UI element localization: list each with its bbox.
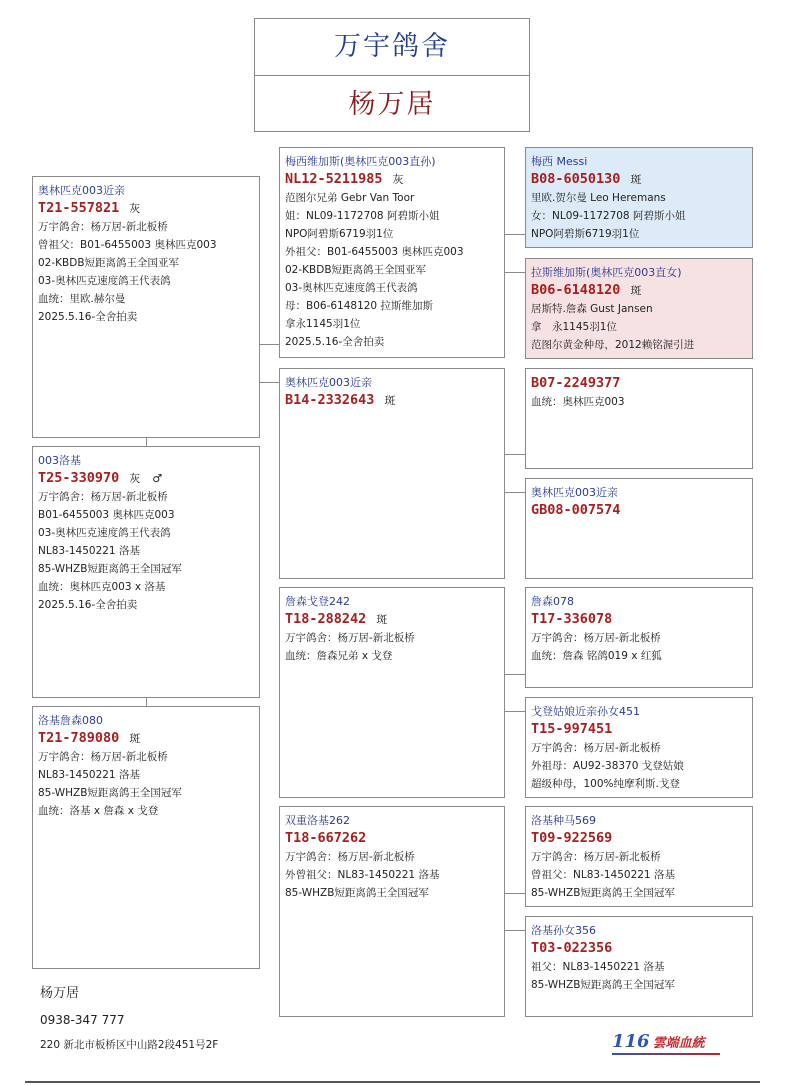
- card-info-line: 万宇鸽舍：杨万居-新北板桥: [38, 491, 168, 503]
- ring-line: [531, 720, 752, 739]
- card-info-line: 范图尔兄弟 Gebr Van Toor: [285, 192, 415, 204]
- ring-number: B08-6050130: [531, 171, 621, 187]
- ring-line: [531, 829, 752, 848]
- card-info-line: 居斯特.詹森 Gust Jansen: [531, 303, 653, 315]
- card-info-line: 2025.5.16-全舍拍卖: [38, 599, 138, 611]
- card-info-line: 范图尔黄金种母，2012赖铭渥引进: [531, 339, 695, 351]
- card-info-line: 血统：里欧.赫尔曼: [38, 293, 126, 305]
- connector-line: [505, 454, 525, 455]
- connector-line: [505, 272, 525, 273]
- card-info-line: 外曾祖父：NL83-1450221 洛基: [285, 869, 440, 881]
- card-info-line: 万宇鸽舍：杨万居-新北板桥: [531, 632, 661, 644]
- pedigree-card: [32, 706, 260, 969]
- card-title: 戈登姑娘近亲孙女451: [531, 705, 640, 718]
- ring-number: T18-667262: [285, 830, 367, 846]
- card-title: 奥林匹克003近亲: [531, 486, 618, 499]
- logo-text: 雲端血統: [652, 1036, 705, 1051]
- ring-line: [285, 391, 504, 410]
- ring-number: T09-922569: [531, 830, 613, 846]
- contact-address: 220 新北市板桥区中山路2段451号2F: [40, 1039, 219, 1051]
- ring-number: T21-557821: [38, 200, 120, 216]
- header-box: [254, 18, 530, 132]
- ring-number: T18-288242: [285, 611, 367, 627]
- sex-icon: ♂: [152, 472, 163, 485]
- feather-color: 斑: [129, 732, 141, 745]
- card-info-line: 2025.5.16-全舍拍卖: [285, 336, 385, 348]
- ring-line: [531, 281, 752, 300]
- card-info-line: 万宇鸽舍：杨万居-新北板桥: [531, 742, 661, 754]
- card-info-line: 曾祖父：NL83-1450221 洛基: [531, 869, 675, 881]
- card-info-line: 万宇鸽舍：杨万居-新北板桥: [285, 632, 415, 644]
- loft-name: 万宇鸽舍: [255, 19, 529, 76]
- card-info-line: 2025.5.16-全舍拍卖: [38, 311, 138, 323]
- card-info-line: 85-WHZB短距离鸽王全国冠军: [531, 887, 675, 899]
- feather-color: 斑: [630, 173, 642, 186]
- pedigree-card: [279, 587, 505, 798]
- feather-color: 斑: [384, 394, 396, 407]
- pedigree-card: [279, 368, 505, 579]
- card-title: 双重洛基262: [285, 814, 350, 827]
- connector-line: [260, 382, 279, 383]
- pedigree-card: [279, 806, 505, 1017]
- card-info-line: 血统：奥林匹克003: [531, 396, 625, 408]
- card-info-line: 血统：詹森兄弟 x 戈登: [285, 650, 393, 662]
- card-info-line: 万宇鸽舍：杨万居-新北板桥: [531, 851, 661, 863]
- card-info-line: 外祖母：AU92-38370 戈登姑娘: [531, 760, 684, 772]
- card-info-line: NPO阿碧斯6719羽1位: [285, 228, 394, 240]
- logo-number: 116: [612, 1031, 650, 1052]
- card-info-line: NL83-1450221 洛基: [38, 545, 140, 557]
- pedigree-card: [525, 147, 753, 248]
- logo-underline: [612, 1053, 720, 1055]
- card-info-line: 02-KBDB短距离鸽王全国亚军: [285, 264, 427, 276]
- feather-color: 灰: [392, 173, 404, 186]
- feather-color: 斑: [376, 613, 388, 626]
- card-info-line: B01-6455003 奥林匹克003: [38, 509, 175, 521]
- owner-name: 杨万居: [348, 89, 436, 120]
- ring-line: [285, 170, 504, 189]
- card-info-line: NPO阿碧斯6719羽1位: [531, 228, 640, 240]
- ring-line: [285, 829, 504, 848]
- pedigree-card: [525, 368, 753, 469]
- card-info-line: 拿永1145羽1位: [285, 318, 361, 330]
- card-info-line: 85-WHZB短距离鸽王全国冠军: [38, 563, 182, 575]
- card-info-line: 外祖父：B01-6455003 奥林匹克003: [285, 246, 464, 258]
- ring-number: T15-997451: [531, 721, 613, 737]
- card-title: 洛基孙女356: [531, 924, 596, 937]
- pedigree-card: [525, 697, 753, 798]
- ring-line: [531, 501, 752, 520]
- ring-number: T17-336078: [531, 611, 613, 627]
- connector-line: [505, 674, 525, 675]
- owner-contact: [40, 984, 218, 1054]
- ring-number: NL12-5211985: [285, 171, 383, 187]
- ring-line: [38, 199, 259, 218]
- card-title: 洛基种马569: [531, 814, 596, 827]
- ring-line: [531, 374, 752, 393]
- connector-line: [505, 711, 525, 712]
- pedigree-card: [32, 446, 260, 698]
- pedigree-card: [32, 176, 260, 438]
- connector-line: [505, 234, 525, 235]
- ring-number: GB08-007574: [531, 502, 621, 518]
- contact-phone: 0938-347 777: [40, 1013, 125, 1027]
- ring-number: B07-2249377: [531, 375, 621, 391]
- feather-color: 灰: [129, 472, 141, 485]
- pedigree-card: [525, 806, 753, 907]
- card-title: 洛基詹森080: [38, 714, 103, 727]
- card-info-line: 超级种母，100%纯摩利斯.戈登: [531, 778, 680, 790]
- pedigree-card: [525, 478, 753, 579]
- ring-line: [38, 469, 259, 488]
- card-info-line: 母：B06-6148120 拉斯维加斯: [285, 300, 433, 312]
- ring-number: T03-022356: [531, 940, 613, 956]
- card-title: 003洛基: [38, 454, 81, 467]
- card-info-line: 03-奥林匹克速度鸽王代表鸽: [38, 527, 171, 539]
- page-bottom-rule: [25, 1081, 760, 1083]
- pedigree-card: [525, 916, 753, 1017]
- card-info-line: 姐：NL09-1172708 阿碧斯小姐: [285, 210, 440, 222]
- card-info-line: 85-WHZB短距离鸽王全国冠军: [531, 979, 675, 991]
- card-info-line: 里欧.贺尔曼 Leo Heremans: [531, 192, 666, 204]
- ring-line: [38, 729, 259, 748]
- card-info-line: 血统：詹森 铭鸽019 x 红狐: [531, 650, 662, 662]
- ring-line: [531, 170, 752, 189]
- ring-number: B06-6148120: [531, 282, 621, 298]
- pedigree-card: [525, 587, 753, 688]
- connector-line: [146, 698, 147, 706]
- ring-line: [285, 610, 504, 629]
- card-info-line: 曾祖父：B01-6455003 奥林匹克003: [38, 239, 217, 251]
- feather-color: 斑: [630, 284, 642, 297]
- card-title: 奥林匹克003近亲: [285, 376, 372, 389]
- card-info-line: 万宇鸽舍：杨万居-新北板桥: [38, 751, 168, 763]
- card-info-line: 血统：奥林匹克003 x 洛基: [38, 581, 166, 593]
- feather-color: 灰: [129, 202, 141, 215]
- card-info-line: NL83-1450221 洛基: [38, 769, 140, 781]
- ring-number: B14-2332643: [285, 392, 375, 408]
- card-info-line: 女：NL09-1172708 阿碧斯小姐: [531, 210, 686, 222]
- card-info-line: 血统：洛基 x 詹森 x 戈登: [38, 805, 159, 817]
- card-info-line: 03-奥林匹克速度鸽王代表鸽: [285, 282, 418, 294]
- card-title: 詹森戈登242: [285, 595, 350, 608]
- card-title: 拉斯维加斯(奥林匹克003直女): [531, 266, 682, 279]
- card-info-line: 02-KBDB短距离鸽王全国亚军: [38, 257, 180, 269]
- card-info-line: 万宇鸽舍：杨万居-新北板桥: [38, 221, 168, 233]
- card-info-line: 拿 永1145羽1位: [531, 321, 617, 333]
- contact-name: 杨万居: [40, 986, 80, 1001]
- card-info-line: 03-奥林匹克速度鸽王代表鸽: [38, 275, 171, 287]
- pedigree-card: [525, 258, 753, 359]
- card-title: 奥林匹克003近亲: [38, 184, 125, 197]
- ring-line: [531, 610, 752, 629]
- card-info-line: 万宇鸽舍：杨万居-新北板桥: [285, 851, 415, 863]
- connector-line: [505, 893, 525, 894]
- brand-logo: [612, 1031, 705, 1052]
- connector-line: [505, 930, 525, 931]
- card-title: 詹森078: [531, 595, 574, 608]
- card-info-line: 祖父：NL83-1450221 洛基: [531, 961, 665, 973]
- ring-number: T21-789080: [38, 730, 120, 746]
- pedigree-card: [279, 147, 505, 358]
- card-title: 梅西 Messi: [531, 155, 588, 168]
- ring-line: [531, 939, 752, 958]
- card-info-line: 85-WHZB短距离鸽王全国冠军: [285, 887, 429, 899]
- ring-number: T25-330970: [38, 470, 120, 486]
- connector-line: [505, 492, 525, 493]
- connector-line: [146, 438, 147, 446]
- connector-line: [260, 344, 279, 345]
- card-info-line: 85-WHZB短距离鸽王全国冠军: [38, 787, 182, 799]
- card-title: 梅西维加斯(奥林匹克003直孙): [285, 155, 436, 168]
